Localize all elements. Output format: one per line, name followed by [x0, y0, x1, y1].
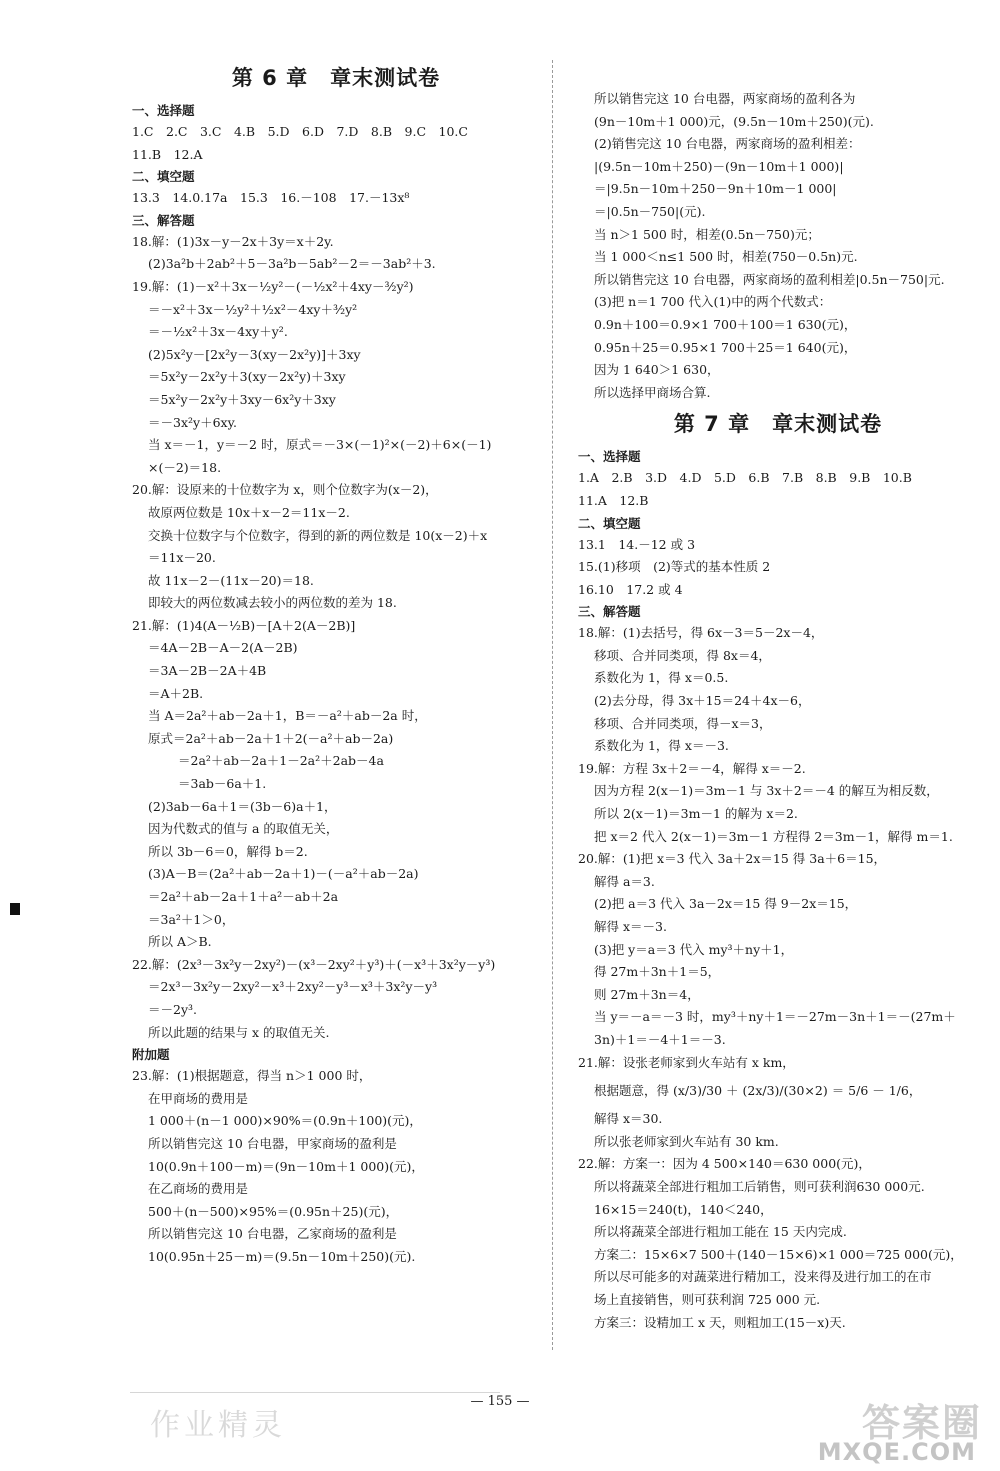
answer-line: 移项、合并同类项，得－x＝3，	[594, 715, 772, 731]
answer-line: 当 A＝2a²＋ab－2a＋1，B＝－a²＋ab－2a 时，	[148, 708, 427, 724]
answer-line: 1.C 2.C 3.C 4.B 5.D 6.D 7.D 8.B 9.C 10.C	[132, 124, 468, 139]
answer-line: 22.解：(2x³－3x²y－2xy²)－(x³－2xy²＋y³)＋(－x³＋3x²y－y³)	[132, 956, 496, 972]
answer-line: 即较大的两位数减去较小的两位数的差为 18.	[148, 595, 397, 611]
answer-line: (9n－10m＋1 000)元，(9.5n－10m＋250)(元).	[594, 113, 874, 129]
answer-line: 20.解：(1)把 x＝3 代入 3a＋2x＝15 得 3a＋6＝15，	[578, 851, 887, 867]
footer-rule	[130, 1392, 500, 1393]
answer-line: 13.1 14.－12 或 3	[578, 536, 696, 552]
answer-line: 3n)＋1＝－4＋1＝－3.	[594, 1031, 726, 1047]
answer-line: 解得 x＝30.	[594, 1111, 663, 1127]
answer-line: 系数化为 1，得 x＝0.5.	[594, 670, 729, 686]
answer-line: 所以 A＞B.	[148, 934, 212, 950]
watermark-logo: 答案圈	[861, 1401, 982, 1445]
answer-line: ＝－½x²＋3x－4xy＋y².	[148, 324, 288, 340]
answer-line: 当 n＞1 500 时，相差(0.5n－750)元；	[594, 226, 820, 242]
answer-line: 22.解：方案一：因为 4 500×140＝630 000(元)，	[578, 1156, 871, 1172]
answer-line: 所以销售完这 10 台电器，两家商场的盈利各为	[594, 91, 856, 106]
answer-line: (2)销售完这 10 台电器，两家商场的盈利相差：	[594, 136, 861, 152]
answer-line: (2)去分母，得 3x＋15＝24＋4x－6，	[594, 693, 811, 709]
answer-line: 把 x＝2 代入 2(x－1)＝3m－1 方程得 2＝3m－1，解得 m＝1.	[594, 828, 953, 844]
answer-line: 因为方程 2(x－1)＝3m－1 与 3x＋2＝－4 的解互为相反数，	[594, 783, 939, 799]
answer-line: 所以尽可能多的对蔬菜进行精加工，没来得及进行加工的在市	[594, 1269, 932, 1285]
answer-line: 23.解：(1)根据题意，得当 n＞1 000 时，	[132, 1068, 372, 1084]
answer-line: (2)把 a＝3 代入 3a－2x＝15 得 9－2x＝15，	[594, 896, 858, 912]
watermark-left: 作业精灵	[150, 1408, 286, 1443]
answer-line: 16.10 17.2 或 4	[578, 581, 683, 597]
answer-line: (2)3ab－6a＋1＝(3b－6)a＋1，	[148, 798, 337, 814]
left-column	[132, 58, 540, 1269]
answer-line: 0.95n＋25＝0.95×1 700＋25＝1 640(元)，	[594, 339, 857, 355]
answer-line: ＝4A－2B－A－2(A－2B)	[148, 640, 298, 656]
answer-line: 当 1 000＜n≤1 500 时，相差(750－0.5n)元.	[594, 249, 858, 265]
answer-line: 移项、合并同类项，得 8x＝4，	[594, 647, 771, 663]
answer-line: 根据题意，得 (x/3)/30 ＋ (2x/3)/(30×2) ＝ 5/6 － 1/6，	[594, 1083, 922, 1099]
right-column	[578, 88, 978, 1334]
answer-line: 所以 2(x－1)＝3m－1 的解为 x＝2.	[594, 806, 798, 822]
answer-line: 故原两位数是 10x＋x－2＝11x－2.	[148, 504, 350, 520]
answer-line: |(9.5n－10m＋250)－(9n－10m＋1 000)|	[594, 158, 844, 174]
answer-line: 原式＝2a²＋ab－2a＋1＋2(－a²＋ab－2a)	[148, 730, 394, 746]
answer-line: 0.9n＋100＝0.9×1 700＋100＝1 630(元)，	[594, 316, 857, 332]
answer-line: 20.解：设原来的十位数字为 x，则个位数字为(x－2)，	[132, 482, 438, 498]
answer-line: 18.解：(1)3x－y－2x＋3y＝x＋2y.	[132, 233, 334, 249]
answer-line: 500＋(n－500)×95%＝(0.95n＋25)(元)，	[148, 1203, 399, 1219]
chapter-7-title: 第 7 章 章末测试卷	[673, 412, 883, 437]
answer-line: 场上直接销售，则可获利润 725 000 元.	[594, 1291, 821, 1307]
answer-line: 11.B 12.A	[132, 146, 203, 162]
answer-line: 因为代数式的值与 a 的取值无关，	[148, 821, 339, 837]
answer-line: 16×15＝240(t)，140＜240，	[594, 1201, 773, 1217]
answer-line: ＝－2y³.	[148, 1001, 197, 1017]
answer-line: 所以张老师家到火车站有 30 km.	[594, 1133, 779, 1149]
answer-line: 1 000＋(n－1 000)×90%＝(0.9n＋100)(元)，	[148, 1113, 422, 1129]
answer-line: 所以将蔬菜全部进行粗加工后销售，则可获利润630 000元.	[594, 1178, 925, 1194]
answer-line: 方案三：设精加工 x 天，则粗加工(15－x)天.	[594, 1314, 846, 1330]
answer-line: 所以选择甲商场合算.	[594, 384, 711, 400]
answer-line: 18.解：(1)去括号，得 6x－3＝5－2x－4，	[578, 625, 824, 641]
answer-line: 则 27m＋3n＝4，	[594, 986, 700, 1002]
answer-line: 所以 3b－6＝0，解得 b＝2.	[148, 843, 308, 859]
answer-line: (3)把 n＝1 700 代入(1)中的两个代数式：	[594, 294, 832, 310]
answer-line: 19.解：(1)－x²＋3x－½y²－(－½x²＋4xy－³⁄₂y²)	[132, 278, 414, 294]
answer-line: 当 y＝－a＝－3 时，my³＋ny＋1＝－27m－3n＋1＝－(27m＋	[594, 1009, 956, 1025]
answer-line: 所以将蔬菜全部进行粗加工能在 15 天内完成.	[594, 1224, 847, 1240]
answer-line: 10(0.9n＋100－m)＝(9n－10m＋1 000)(元)，	[148, 1158, 424, 1174]
margin-mark	[10, 903, 20, 915]
answer-line: 所以销售完这 10 台电器，两家商场的盈利相差|0.5n－750|元.	[594, 271, 945, 287]
answer-line: 所以此题的结果与 x 的取值无关.	[148, 1024, 330, 1040]
answer-line: 19.解：方程 3x＋2＝－4，解得 x＝－2.	[578, 760, 806, 776]
answer-line: ＝3ab－6a＋1.	[178, 776, 267, 792]
answer-line: 1.A 2.B 3.D 4.D 5.D 6.B 7.B 8.B 9.B 10.B	[578, 470, 912, 486]
answer-line: 13.3 14.0.17a 15.3 16.－108 17.－13x⁸	[132, 190, 410, 206]
answer-line: 解得 x＝－3.	[594, 919, 667, 934]
answer-line: ＝|0.5n－750|(元).	[594, 203, 706, 219]
answer-line: 所以销售完这 10 台电器，乙家商场的盈利是	[148, 1226, 397, 1242]
answer-line: 方案二：15×6×7 500＋(140－15×6)×1 000＝725 000(元)，	[594, 1246, 963, 1262]
answer-line: ＝|9.5n－10m＋250－9n＋10m－1 000|	[594, 181, 837, 197]
answer-line: ×(－2)＝18.	[148, 459, 222, 475]
ch6-section-choice: 一、选择题	[132, 103, 195, 118]
answer-line: 21.解：(1)4(A－½B)－[A＋2(A－2B)]	[132, 617, 356, 633]
answer-line: ＝5x²y－2x²y＋3(xy－2x²y)＋3xy	[148, 369, 346, 385]
ch7-section-answer: 三、解答题	[578, 604, 641, 620]
answer-line: 在乙商场的费用是	[148, 1181, 249, 1197]
answer-line: 系数化为 1，得 x＝－3.	[594, 738, 729, 754]
answer-line: ＝－x²＋3x－½y²＋½x²－4xy＋³⁄₂y²	[148, 301, 358, 317]
answer-line: ＝2a²＋ab－2a＋1－2a²＋2ab－4a	[178, 753, 384, 769]
page-number: — 155 —	[470, 1394, 530, 1409]
answer-line: (2)5x²y－[2x²y－3(xy－2x²y)]＋3xy	[148, 346, 361, 362]
answer-line: ＝5x²y－2x²y＋3xy－6x²y＋3xy	[148, 391, 336, 407]
answer-line: 得 27m＋3n＋1＝5，	[594, 964, 721, 980]
answer-line: 21.解：设张老师家到火车站有 x km，	[578, 1054, 795, 1070]
chapter-6-title: 第 6 章 章末测试卷	[231, 66, 441, 90]
answer-line: (2)3a²b＋2ab²＋5－3a²b－5ab²－2＝－3ab²＋3.	[148, 256, 436, 272]
answer-line: (3)把 y＝a＝3 代入 my³＋ny＋1，	[594, 941, 794, 957]
ch6-section-answer: 三、解答题	[132, 212, 195, 228]
answer-line: 交换十位数字与个位数字，得到的新的两位数是 10(x－2)＋x	[148, 527, 488, 543]
answer-line: 10(0.95n＋25－m)＝(9.5n－10m＋250)(元).	[148, 1248, 416, 1264]
watermark-url: MXQE.COM	[817, 1438, 976, 1466]
answer-line: 11.A 12.B	[578, 492, 649, 508]
ch6-section-fill: 二、填空题	[132, 169, 195, 185]
answer-line: (3)A－B＝(2a²＋ab－2a＋1)－(－a²＋ab－2a)	[148, 866, 419, 882]
answer-line: 当 x＝－1，y＝－2 时，原式＝－3×(－1)²×(－2)＋6×(－1)	[148, 437, 492, 453]
answer-line: ＝3A－2B－2A＋4B	[148, 663, 267, 679]
answer-line: 因为 1 640＞1 630，	[594, 362, 720, 378]
answer-line: ＝A＋2B.	[148, 685, 204, 701]
answer-line: ＝－3x²y＋6xy.	[148, 414, 237, 430]
answer-line: 在甲商场的费用是	[148, 1090, 249, 1106]
answer-line: ＝11x－20.	[148, 550, 216, 566]
ch7-section-fill: 二、填空题	[578, 515, 641, 531]
ch7-section-choice: 一、选择题	[578, 449, 641, 465]
answer-line: 15.(1)移项 (2)等式的基本性质 2	[578, 559, 771, 575]
ch6-section-extra: 附加题	[132, 1047, 170, 1063]
answer-line: ＝3a²＋1＞0，	[148, 911, 235, 927]
column-divider	[552, 60, 553, 1350]
answer-line: ＝2a²＋ab－2a＋1＋a²－ab＋2a	[148, 889, 339, 904]
answer-line: 解得 a＝3.	[594, 873, 655, 889]
answer-line: ＝2x³－3x²y－2xy²－x³＋2xy²－y³－x³＋3x²y－y³	[148, 979, 438, 995]
answer-line: 故 11x－2－(11x－20)＝18.	[148, 572, 314, 588]
answer-line: 所以销售完这 10 台电器，甲家商场的盈利是	[148, 1135, 397, 1151]
